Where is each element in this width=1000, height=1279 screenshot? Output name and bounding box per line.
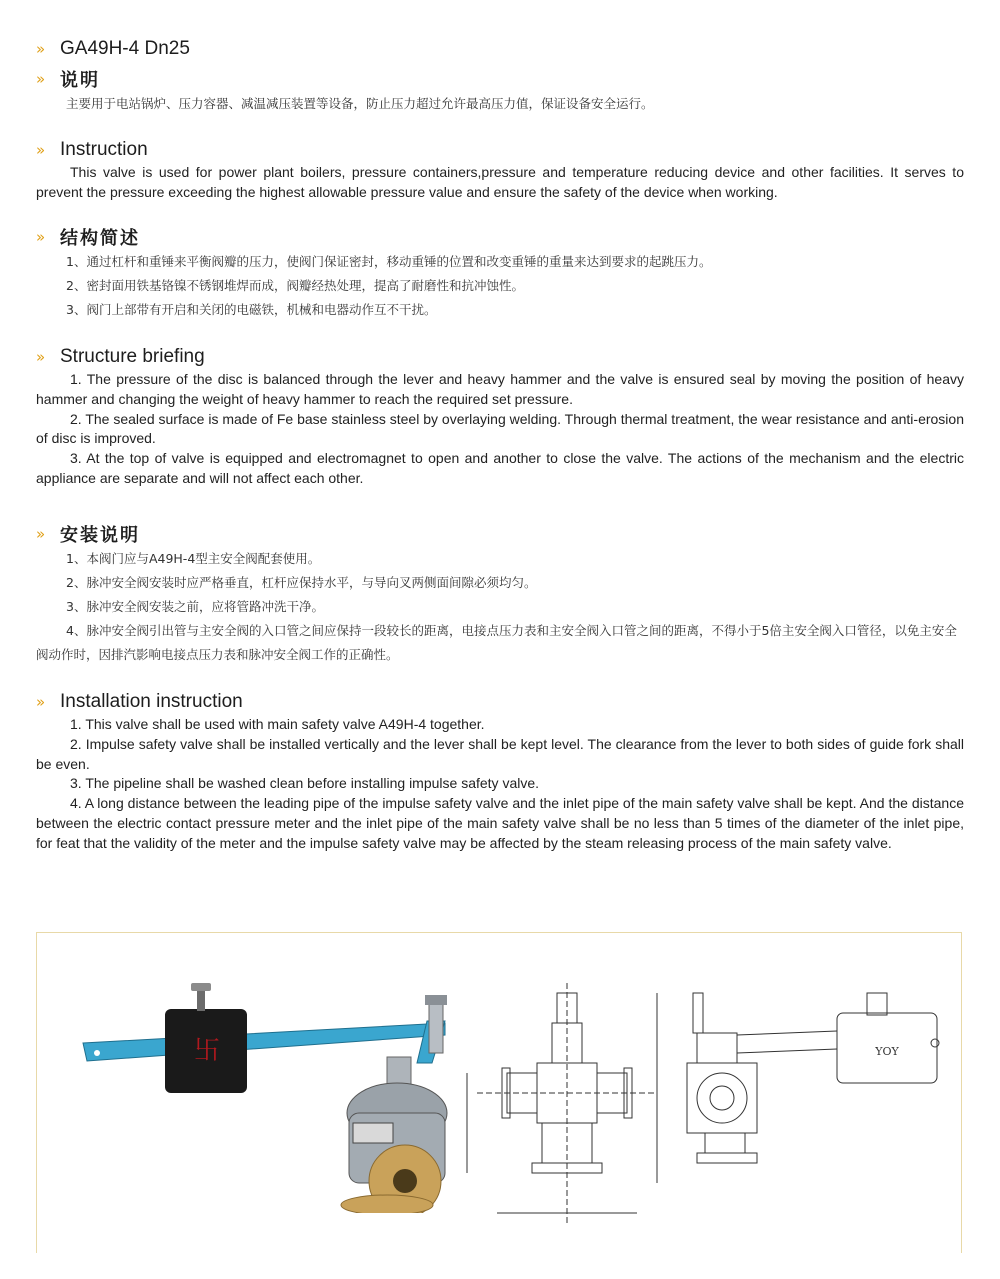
list-item: 2、脉冲安全阀安装时应严格垂直，杠杆应保持水平，与导向叉两侧面间隙必须均匀。 (66, 575, 537, 590)
chevron-icon: » (36, 525, 44, 543)
desc-cn-title: 说明 (60, 70, 100, 91)
chevron-icon: » (36, 348, 44, 366)
chevron-icon: » (36, 693, 44, 711)
structure-cn-section (36, 224, 964, 322)
install-cn-heading (36, 521, 964, 547)
structure-en-title: Structure briefing (60, 346, 205, 367)
chevron-icon: » (36, 228, 44, 246)
structure-cn-heading (36, 224, 964, 250)
structure-cn-title: 结构简述 (60, 228, 140, 249)
svg-text:卐: 卐 (193, 1036, 221, 1066)
install-en-heading (36, 689, 964, 715)
list-item: 3. At the top of valve is equipped and electromagnet to open and another to close the valve. The actions of the mechanism and the electric appliance are separate and will not affect each other. (36, 450, 964, 486)
desc-cn-heading (36, 66, 964, 92)
list-item: 1. This valve shall be used with main safety valve A49H-4 together. (70, 716, 485, 732)
install-en-section (36, 689, 964, 854)
list-item: 2、密封面用铁基铬镍不锈钢堆焊而成，阀瓣经热处理，提高了耐磨性和抗冲蚀性。 (66, 278, 524, 293)
structure-en-section (36, 344, 964, 489)
nameplate-text: YOY (875, 1045, 899, 1058)
list-item: 2. The sealed surface is made of Fe base stainless steel by overlaying welding. Through thermal treatment, the wear resistance and anti-erosion of disc is improved. (36, 410, 964, 447)
chevron-icon: » (36, 40, 44, 58)
desc-en-text: This valve is used for power plant boilers, pressure containers,pressure and temperature reducing device and other facilities. It serves to prevent the pressure exceeding the highest allowable pressure value and ensure the safety of the device when working. (36, 164, 964, 200)
list-item: 4. A long distance between the leading pipe of the impulse safety valve and the inlet pipe of the main safety valve shall be kept. And the distance between the electric contact pressure meter and the inlet pipe of the main safety valve shall be no less than 5 times of the diameter of the inlet pipe, for feat that the validity of the meter and the impulse safety valve may be affected by the steam releasing process of the main safety valve. (36, 795, 964, 851)
model-title: GA49H-4 Dn25 (60, 38, 190, 59)
desc-en-title: Instruction (60, 139, 148, 160)
desc-cn-text: 主要用于电站锅炉、压力容器、减温减压装置等设备，防止压力超过允许最高压力值，保证设备安全运行。 (66, 96, 654, 111)
desc-en-heading (36, 137, 964, 163)
install-cn-title: 安装说明 (60, 525, 140, 546)
desc-en-section (36, 137, 964, 203)
list-item: 1、通过杠杆和重锤来平衡阀瓣的压力，使阀门保证密封，移动重锤的位置和改变重锤的重量来达到要求的起跳压力。 (66, 254, 712, 269)
desc-cn-section (36, 66, 964, 116)
install-cn-section (36, 521, 964, 667)
install-en-title: Installation instruction (60, 691, 243, 712)
list-item: 3. The pipeline shall be washed clean before installing impulse safety valve. (70, 775, 540, 792)
list-item: 4、脉冲安全阀引出管与主安全阀的入口管之间应保持一段较长的距离，电接点压力表和主安全阀入口管之间的距离，不得小于5倍主安全阀入口管径，以免主安全阀动作时，因排汽影响电接点压力表和脉冲安全阀工作的正确性。 (36, 623, 957, 662)
list-item: 3、脉冲安全阀安装之前，应将管路冲洗干净。 (66, 599, 324, 614)
list-item: 1、本阀门应与A49H-4型主安全阀配套使用。 (66, 551, 321, 566)
structure-en-heading (36, 344, 964, 370)
figure-frame (36, 932, 962, 1253)
list-item: 2. Impulse safety valve shall be installed vertically and the lever shall be kept level. The clearance from the lever to both sides of guide fork shall be even. (36, 735, 964, 772)
list-item: 3、阀门上部带有开启和关闭的电磁铁，机械和电器动作互不干扰。 (66, 302, 437, 317)
technical-drawing (457, 973, 957, 1233)
chevron-icon: » (36, 70, 44, 88)
chevron-icon: » (36, 141, 44, 159)
list-item: 1. The pressure of the disc is balanced through the lever and heavy hammer and the valve is ensured seal by moving the position of heavy hammer and changing the weight of heavy hammer to reach the required set pressure. (36, 371, 964, 407)
valve-photo (57, 973, 457, 1213)
model-heading (36, 36, 964, 62)
model-section (36, 36, 964, 62)
